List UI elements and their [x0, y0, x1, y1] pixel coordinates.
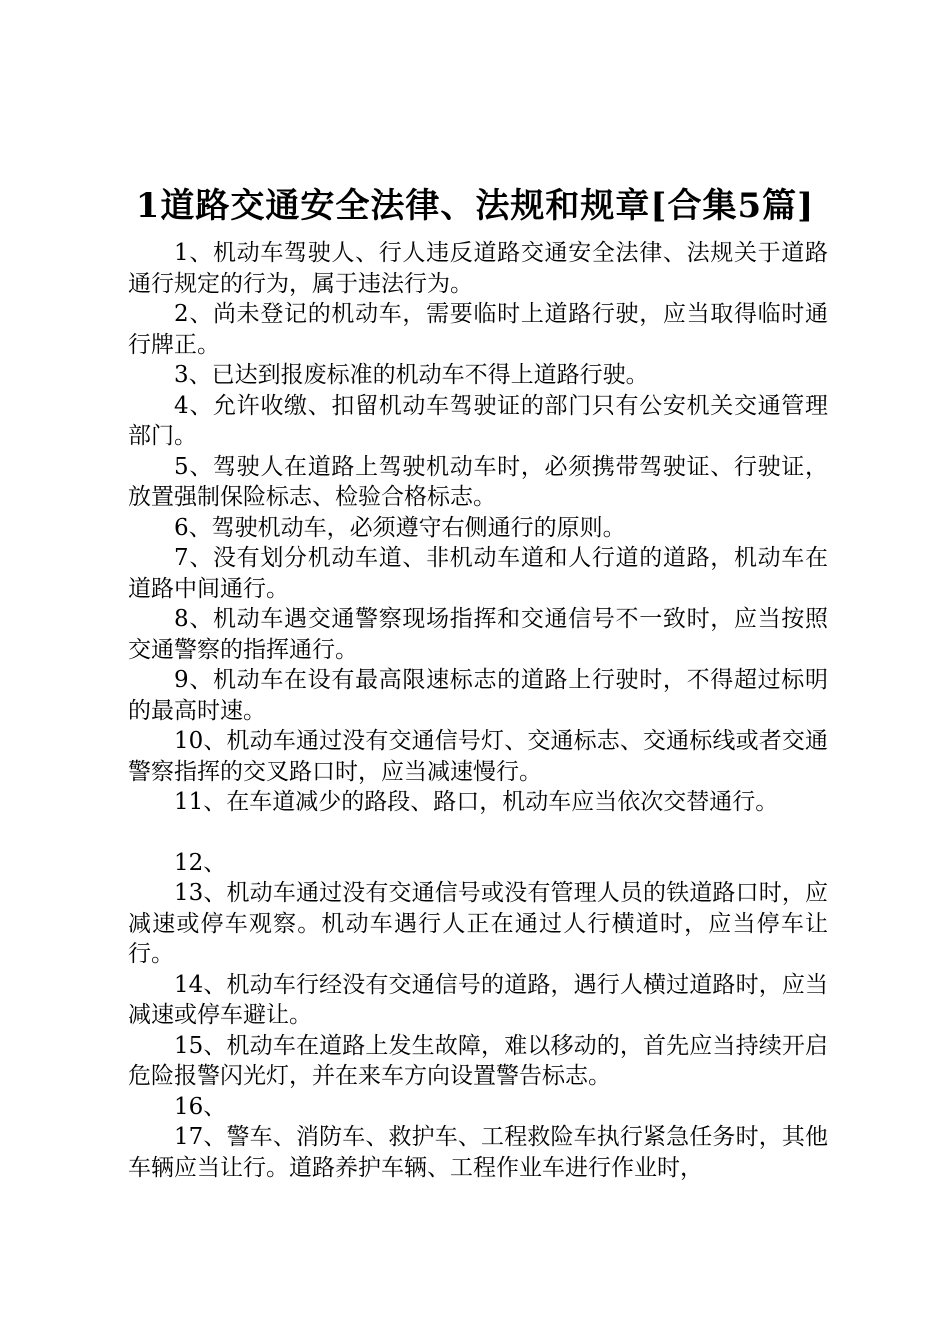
- paragraph-17: 17、警车、消防车、救护车、工程救险车执行紧急任务时，其他车辆应当让行。道路养护车辆、工程作业车进行作业时，: [128, 1124, 828, 1181]
- paragraph-6: 6、驾驶机动车，必须遵守右侧通行的原则。: [174, 514, 626, 541]
- paragraph-2: 2、尚未登记的机动车，需要临时上道路行驶，应当取得临时通行牌正。: [128, 301, 828, 358]
- paragraph-3: 3、已达到报废标准的机动车不得上道路行驶。: [174, 362, 649, 388]
- paragraph-12: 12、: [174, 849, 227, 876]
- paragraph-16: 16、: [174, 1093, 227, 1120]
- paragraph-7: 7、没有划分机动车道、非机动车道和人行道的道路，机动车在道路中间通行。: [128, 545, 828, 602]
- paragraph-5: 5、驾驶人在道路上驾驶机动车时，必须携带驾驶证、行驶证，放置强制保险标志、检验合格标志。: [128, 453, 828, 510]
- paragraph-14: 14、机动车行经没有交通信号的道路，遇行人横过道路时，应当减速或停车避让。: [128, 971, 828, 1028]
- paragraph-4: 4、允许收缴、扣留机动车驾驶证的部门只有公安机关交通管理部门。: [128, 392, 828, 449]
- document-title: 1道路交通安全法律、法规和规章[合集5篇]: [135, 186, 815, 226]
- paragraph-9: 9、机动车在设有最高限速标志的道路上行驶时，不得超过标明的最高时速。: [128, 667, 828, 724]
- paragraph-8: 8、机动车遇交通警察现场指挥和交通信号不一致时，应当按照交通警察的指挥通行。: [128, 606, 828, 663]
- document-body: [128, 238, 828, 1183]
- paragraph-1: 1、机动车驾驶人、行人违反道路交通安全法律、法规关于道路通行规定的行为，属于违法行为。: [128, 240, 828, 297]
- paragraph-15: 15、机动车在道路上发生故障，难以移动的，首先应当持续开启危险报警闪光灯，并在来车方向设置警告标志。: [128, 1032, 828, 1089]
- paragraph-10: 10、机动车通过没有交通信号灯、交通标志、交通标线或者交通警察指挥的交叉路口时，应当减速慢行。: [128, 728, 828, 785]
- paragraph-13: 13、机动车通过没有交通信号或没有管理人员的铁道路口时，应减速或停车观察。机动车遇行人正在通过人行横道时，应当停车让行。: [128, 880, 828, 967]
- paragraph-11: 11、在车道减少的路段、路口，机动车应当依次交替通行。: [174, 789, 779, 815]
